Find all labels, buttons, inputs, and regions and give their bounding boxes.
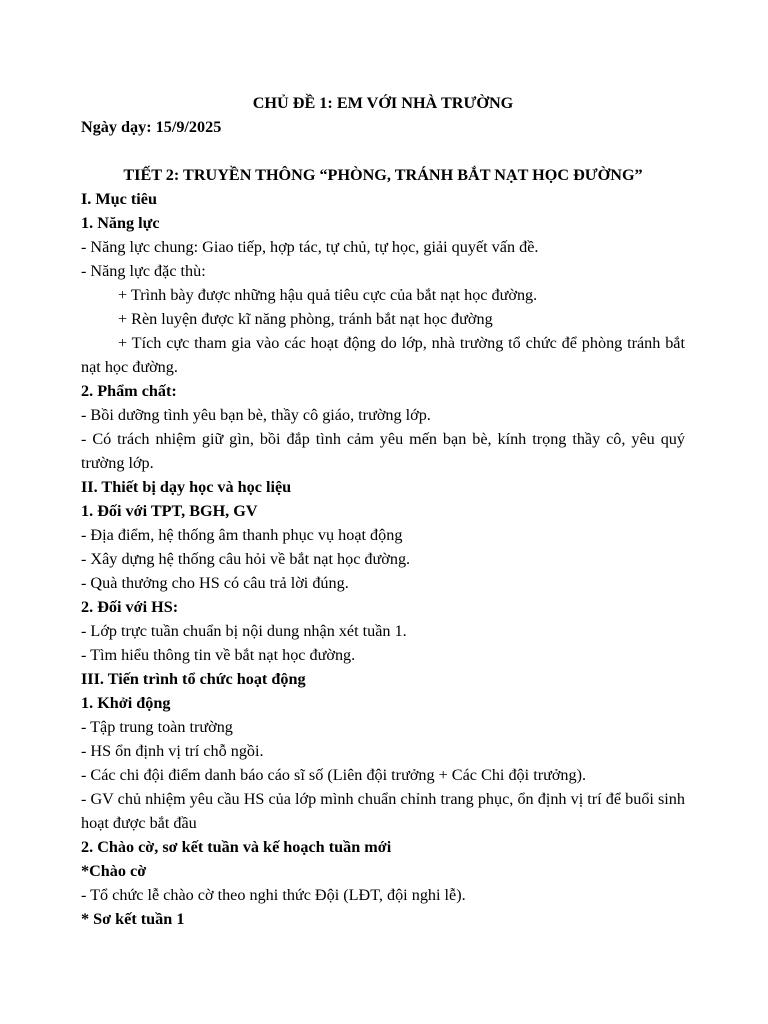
- student-materials-heading: 2. Đối với HS:: [81, 598, 179, 616]
- flag-ceremony-section-heading: 2. Chào cờ, sơ kết tuần và kế hoạch tuần mới: [81, 838, 392, 856]
- student-item-2: - Tìm hiểu thông tin về bắt nạt học đường.: [81, 646, 356, 664]
- material-item-3: - Quà thưởng cho HS có câu trả lời đúng.: [81, 574, 349, 592]
- warmup-item-4: - GV chủ nhiệm yêu cầu HS của lớp mình chuẩn chỉnh trang phục, ổn định vị trí để buổi sinh hoạt được bắt đầu: [81, 790, 685, 832]
- warmup-item-3: - Các chi đội điểm danh báo cáo sĩ số (Liên đội trưởng + Các Chi đội trưởng).: [81, 766, 587, 784]
- section-2-heading: II. Thiết bị dạy học và học liệu: [81, 478, 292, 496]
- teaching-date: Ngày dạy: 15/9/2025: [81, 118, 222, 136]
- teacher-materials-heading: 1. Đối với TPT, BGH, GV: [81, 502, 258, 520]
- competency-heading: 1. Năng lực: [81, 214, 160, 232]
- material-item-1: - Địa điểm, hệ thống âm thanh phục vụ hoạt động: [81, 526, 403, 544]
- lesson-title: TIẾT 2: TRUYỀN THÔNG “PHÒNG, TRÁNH BẮT NẠT HỌC ĐƯỜNG”: [123, 166, 643, 184]
- section-1-heading: I. Mục tiêu: [81, 190, 157, 208]
- document-title: CHỦ ĐỀ 1: EM VỚI NHÀ TRƯỜNG: [252, 94, 514, 112]
- quality-item-1: - Bồi dưỡng tình yêu bạn bè, thầy cô giáo, trường lớp.: [81, 406, 431, 424]
- student-item-1: - Lớp trực tuần chuẩn bị nội dung nhận xét tuần 1.: [81, 622, 407, 640]
- specific-competency: - Năng lực đặc thù:: [81, 262, 206, 280]
- section-3-heading: III. Tiến trình tổ chức hoạt động: [81, 670, 306, 688]
- blank-line: [81, 139, 685, 163]
- document-page: [81, 91, 685, 931]
- week-review-heading: * Sơ kết tuần 1: [81, 910, 185, 928]
- warmup-item-1: - Tập trung toàn trường: [81, 718, 233, 736]
- flag-ceremony-heading: *Chào cờ: [81, 862, 147, 880]
- material-item-2: - Xây dựng hệ thống câu hỏi về bắt nạt học đường.: [81, 550, 411, 568]
- flag-ceremony-item: - Tổ chức lễ chào cờ theo nghi thức Đội (LĐT, đội nghi lễ).: [81, 886, 466, 904]
- competency-bullet-3: + Tích cực tham gia vào các hoạt động do lớp, nhà trường tổ chức để phòng tránh bắt nạt học đường.: [81, 334, 685, 376]
- general-competency: - Năng lực chung: Giao tiếp, hợp tác, tự chủ, tự học, giải quyết vấn đề.: [81, 238, 539, 256]
- quality-item-2: - Có trách nhiệm giữ gìn, bồi đắp tình cảm yêu mến bạn bè, kính trọng thầy cô, yêu quý trường lớp.: [81, 430, 685, 472]
- quality-heading: 2. Phẩm chất:: [81, 382, 177, 400]
- warmup-item-2: - HS ổn định vị trí chỗ ngồi.: [81, 742, 264, 760]
- warmup-heading: 1. Khởi động: [81, 694, 171, 712]
- competency-bullet-2: + Rèn luyện được kĩ năng phòng, tránh bắt nạt học đường: [118, 310, 493, 328]
- competency-bullet-1: + Trình bày được những hậu quả tiêu cực của bắt nạt học đường.: [118, 286, 538, 304]
